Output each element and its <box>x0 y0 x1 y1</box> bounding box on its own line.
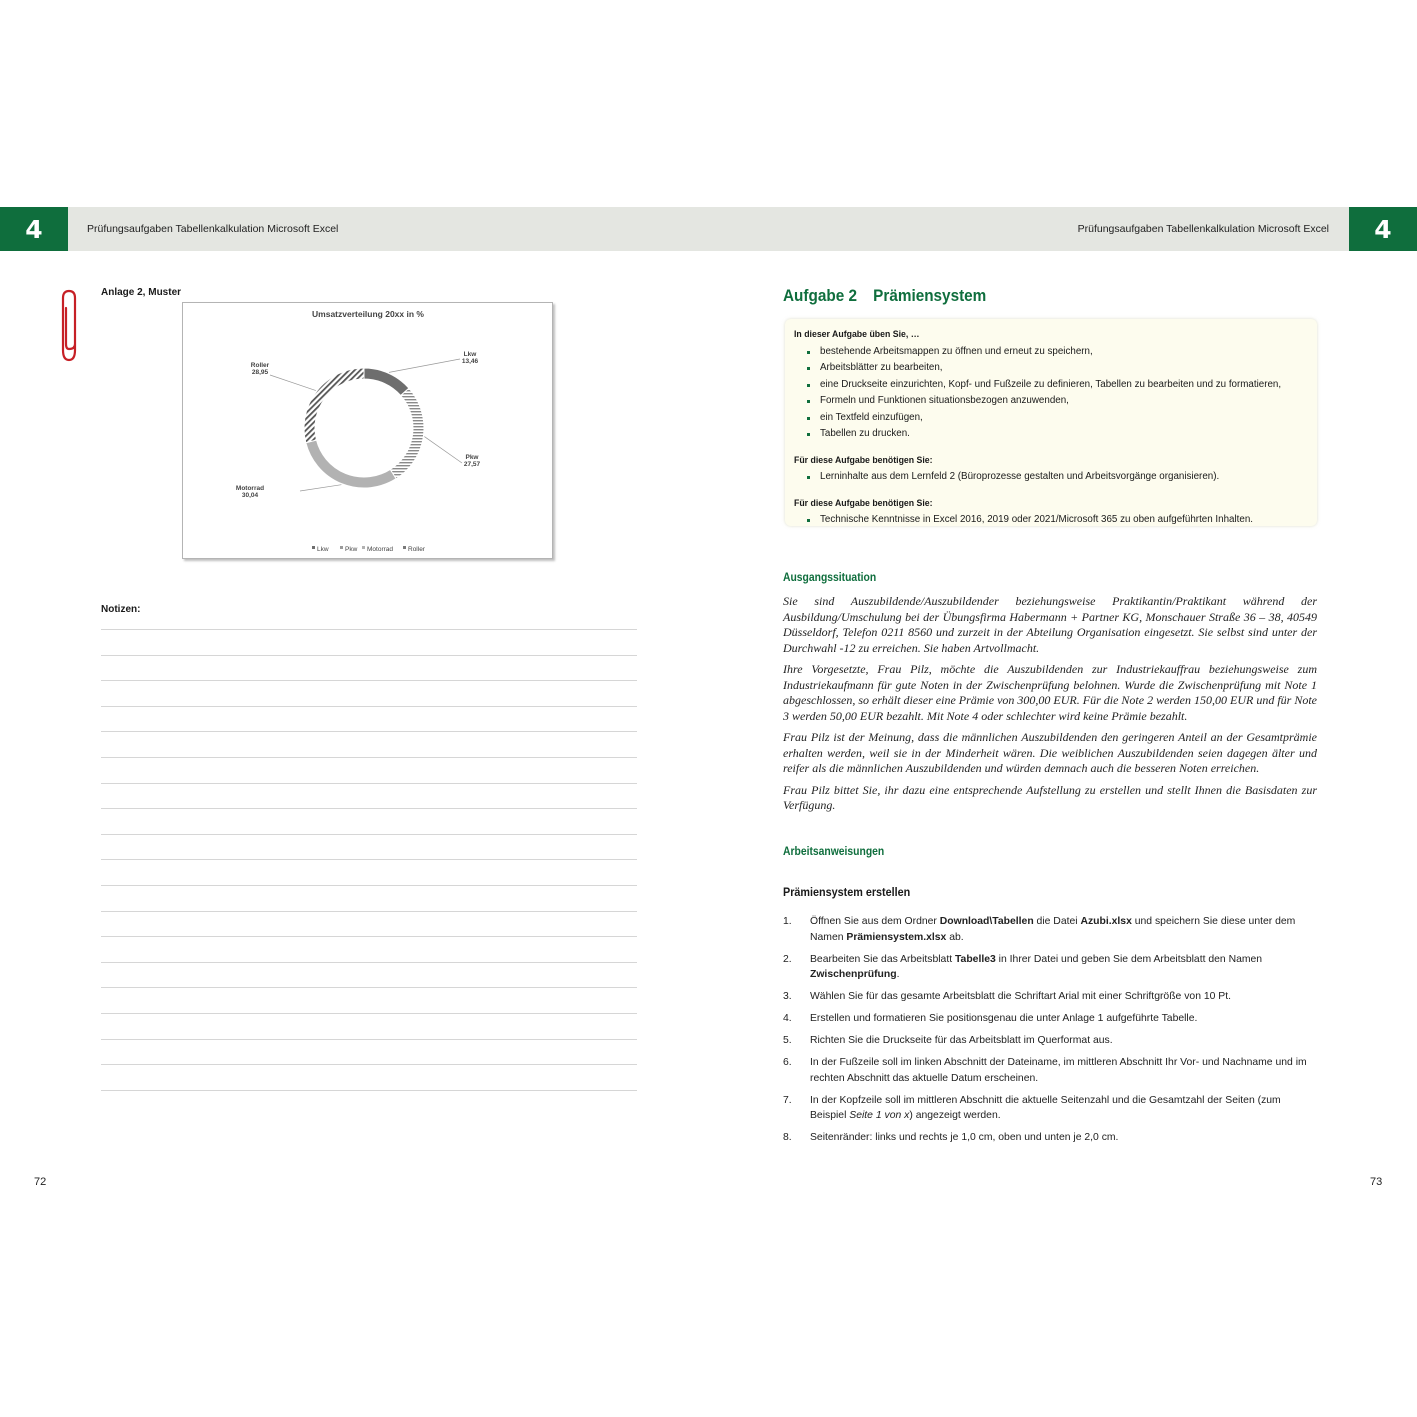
slice-category-label: Pkw <box>465 454 479 461</box>
instruction-step <box>783 1011 1317 1027</box>
note-line <box>101 834 637 835</box>
note-line <box>101 1064 637 1065</box>
note-line <box>101 757 637 758</box>
legend-marker <box>312 546 315 549</box>
situation-paragraph: Ihre Vorgesetzte, Frau Pilz, möchte die Auszubildenden zur Industriekauffrau beziehungsweise zum Industriekaufmann für gute Noten in der Zwischenprüfung belohnen. Wurde die Zwischenprüfung mit Note 1 abgeschlossen, so erhält dieser eine Prämie von 300,00 EUR. Für die Note 2 werden 150,00 EUR und für Note 3 werden 50,00 EUR bezahlt. Mit Note 4 oder schlechter wird keine Prämie bezahlt. <box>783 662 1317 723</box>
leader-line <box>270 375 316 391</box>
slice-roller <box>304 368 364 443</box>
slice-value-label: 27,57 <box>463 461 481 468</box>
instruction-step <box>783 1130 1317 1146</box>
instruction-step <box>783 989 1317 1005</box>
goals-list <box>794 344 1307 443</box>
note-line <box>101 911 637 912</box>
instructions-subheading: Prämiensystem erstellen <box>783 885 911 899</box>
list-item: Formeln und Funktionen situationsbezogen anzuwenden, <box>806 393 1307 410</box>
task-label: Aufgabe 2 <box>783 286 857 305</box>
situation-paragraph: Frau Pilz bittet Sie, ihr dazu eine entsprechende Aufstellung zu erstellen und stellt Ihnen die Basisdaten zur Verfügung. <box>783 782 1317 812</box>
page-number-left: 72 <box>34 1176 47 1188</box>
step-text <box>810 914 1317 945</box>
situation-text <box>783 594 1317 820</box>
list-item: Technische Kenntnisse in Excel 2016, 2019 oder 2021/Microsoft 365 zu oben aufgeführten Inhalten. <box>806 512 1307 529</box>
note-line <box>101 987 637 988</box>
step-number: 7. <box>783 1094 792 1106</box>
list-item: Tabellen zu drucken. <box>806 426 1307 443</box>
step-text-part: . <box>896 969 900 980</box>
step-number: 8. <box>783 1132 792 1143</box>
note-line <box>101 655 637 656</box>
legend-marker <box>403 546 406 549</box>
legend-label: Pkw <box>345 546 358 553</box>
note-line <box>101 1013 637 1014</box>
note-line <box>101 885 637 886</box>
chart-title: Umsatzverteilung 20xx in % <box>312 309 424 319</box>
task-title <box>783 286 986 306</box>
step-emphasis: Azubi.xlsx <box>1080 916 1132 927</box>
step-text: In der Fußzeile soll im linken Abschnitt der Dateiname, im mittleren Abschnitt Ihr Vor- und Nachname und im rechten Abschnitt das aktuelle Datum erscheinen. <box>810 1057 1307 1084</box>
step-number: 2. <box>783 953 792 965</box>
step-number: 4. <box>783 1013 792 1024</box>
note-line <box>101 1090 637 1091</box>
step-text: Wählen Sie für das gesamte Arbeitsblatt die Schriftart Arial mit einer Schriftgröße von 10 Pt. <box>810 991 1232 1002</box>
instruction-step <box>783 1093 1317 1124</box>
note-line <box>101 962 637 963</box>
instruction-step <box>783 1033 1317 1049</box>
slice-value-label: 13,46 <box>461 358 479 365</box>
step-text-part: und speichern Sie diese unter dem Namen <box>810 916 1296 943</box>
chapter-number-right: 4 <box>1349 207 1417 251</box>
leader-line <box>300 485 341 491</box>
prerequisites-heading: Für diese Aufgabe benötigen Sie: <box>794 454 933 466</box>
step-number: 6. <box>783 1057 792 1068</box>
paperclip-icon <box>58 288 82 364</box>
slice-value-label: 28,95 <box>251 369 269 376</box>
list-item: ein Textfeld einzufügen, <box>806 410 1307 427</box>
note-line <box>101 1039 637 1040</box>
instructions-heading: Arbeitsanweisungen <box>783 846 885 858</box>
note-line <box>101 731 637 732</box>
step-emphasis: Tabelle3 <box>954 953 996 965</box>
legend-marker <box>340 546 343 549</box>
step-number: 3. <box>783 991 792 1002</box>
leader-line <box>389 359 460 372</box>
step-text-part: die Datei <box>1033 916 1081 927</box>
list-item: Lerninhalte aus dem Lernfeld 2 (Büroprozesse gestalten und Arbeitsvorgänge organisieren). <box>806 469 1307 486</box>
page-number-right: 73 <box>1370 1176 1383 1188</box>
anlage-label: Anlage 2, Muster <box>101 287 182 298</box>
instruction-step <box>783 1055 1317 1086</box>
chapter-number-left: 4 <box>0 207 68 251</box>
step-text-part: in Ihrer Datei und geben Sie dem Arbeitsblatt den Namen <box>995 953 1263 965</box>
slice-category-label: Motorrad <box>235 485 265 492</box>
situation-heading: Ausgangssituation <box>783 572 877 584</box>
step-text <box>810 952 1317 983</box>
note-line <box>101 859 637 860</box>
legend-label: Lkw <box>317 546 329 553</box>
instruction-steps <box>783 914 1317 1152</box>
step-text-part: ) angezeigt werden. <box>909 1110 1001 1121</box>
note-line <box>101 783 637 784</box>
step-text-part: ab. <box>946 931 964 943</box>
step-text: Richten Sie die Druckseite für das Arbeitsblatt im Querformat aus. <box>810 1035 1113 1046</box>
step-text-part: In der Kopfzeile soll im mittleren Abschnitt die aktuelle Seitenzahl und die Gesamtzahl der Seiten (zum Beispiel <box>810 1094 1281 1121</box>
slice-lkw <box>364 368 409 395</box>
list-item: Arbeitsblätter zu bearbeiten, <box>806 360 1307 377</box>
legend-label: Roller <box>408 546 425 553</box>
slice-pkw <box>390 388 424 479</box>
step-emphasis: Zwischenprüfung <box>810 969 897 980</box>
situation-paragraph: Sie sind Auszubildende/Auszubildender beziehungsweise Praktikantin/Praktikant während der Ausbildung/Umschulung bei der Übungsfirma Habermann + Partner KG, Monschauer Straße 36 – 38, 40549 Düsseldorf, Telefon 0211 8560 und zurzeit in der Abteilung Organisation eingesetzt. Sie selbst sind unter der Durchwahl -12 zu erreichen. Sie haben Artvollmacht. <box>783 594 1317 655</box>
instruction-step <box>783 952 1317 983</box>
goals-heading: In dieser Aufgabe üben Sie, … <box>794 329 920 340</box>
leader-line <box>424 437 462 463</box>
running-title-left: Prüfungsaufgaben Tabellenkalkulation Microsoft Excel <box>87 223 339 235</box>
list-item: eine Druckseite einzurichten, Kopf- und Fußzeile zu definieren, Tabellen zu bearbeiten und zu formatieren, <box>806 377 1307 394</box>
running-title-right: Prüfungsaufgaben Tabellenkalkulation Microsoft Excel <box>1077 223 1329 235</box>
situation-paragraph: Frau Pilz ist der Meinung, dass die männlichen Auszubildenden den geringeren Anteil an der Gesamtprämie erhalten werden, weil sie in der Minderheit wären. Die weiblichen Auszubildenden seien dagegen älter und reifer als die männlichen Auszubildenden und würden demnach auch die besseren Noten erreichen. <box>783 730 1317 775</box>
slice-category-label: Lkw <box>463 351 477 358</box>
note-line <box>101 808 637 809</box>
note-line <box>101 680 637 681</box>
donut-chart <box>183 303 554 560</box>
list-item: bestehende Arbeitsmappen zu öffnen und erneut zu speichern, <box>806 344 1307 361</box>
slice-category-label: Roller <box>250 362 270 369</box>
step-text: Seitenränder: links und rechts je 1,0 cm, oben und unten je 2,0 cm. <box>810 1132 1119 1143</box>
slice-motorrad <box>306 440 396 488</box>
technical-heading: Für diese Aufgabe benötigen Sie: <box>794 497 933 509</box>
step-text-part: Bearbeiten Sie das Arbeitsblatt <box>810 953 955 965</box>
learning-goals-box <box>785 319 1317 526</box>
note-line <box>101 629 637 630</box>
step-emphasis: Download\Tabellen <box>939 916 1034 927</box>
notes-label: Notizen: <box>101 604 141 615</box>
legend-marker <box>362 546 365 549</box>
step-text <box>810 1093 1317 1124</box>
step-text: Erstellen und formatieren Sie positionsgenau die unter Anlage 1 aufgeführte Tabelle. <box>810 1013 1198 1024</box>
prerequisites-list <box>794 469 1307 486</box>
instruction-step <box>783 914 1317 945</box>
step-text-part: Öffnen Sie aus dem Ordner <box>810 916 940 927</box>
note-line <box>101 936 637 937</box>
step-number: 1. <box>783 916 792 927</box>
technical-list <box>794 512 1307 529</box>
step-number: 5. <box>783 1035 792 1046</box>
note-line <box>101 706 637 707</box>
legend-label: Motorrad <box>367 546 394 553</box>
step-emphasis: Seite 1 von x <box>849 1110 910 1121</box>
step-emphasis: Prämiensystem.xlsx <box>846 931 947 943</box>
slice-value-label: 30,04 <box>241 492 259 499</box>
task-name: Prämiensystem <box>873 286 987 305</box>
chart-frame <box>182 302 553 559</box>
